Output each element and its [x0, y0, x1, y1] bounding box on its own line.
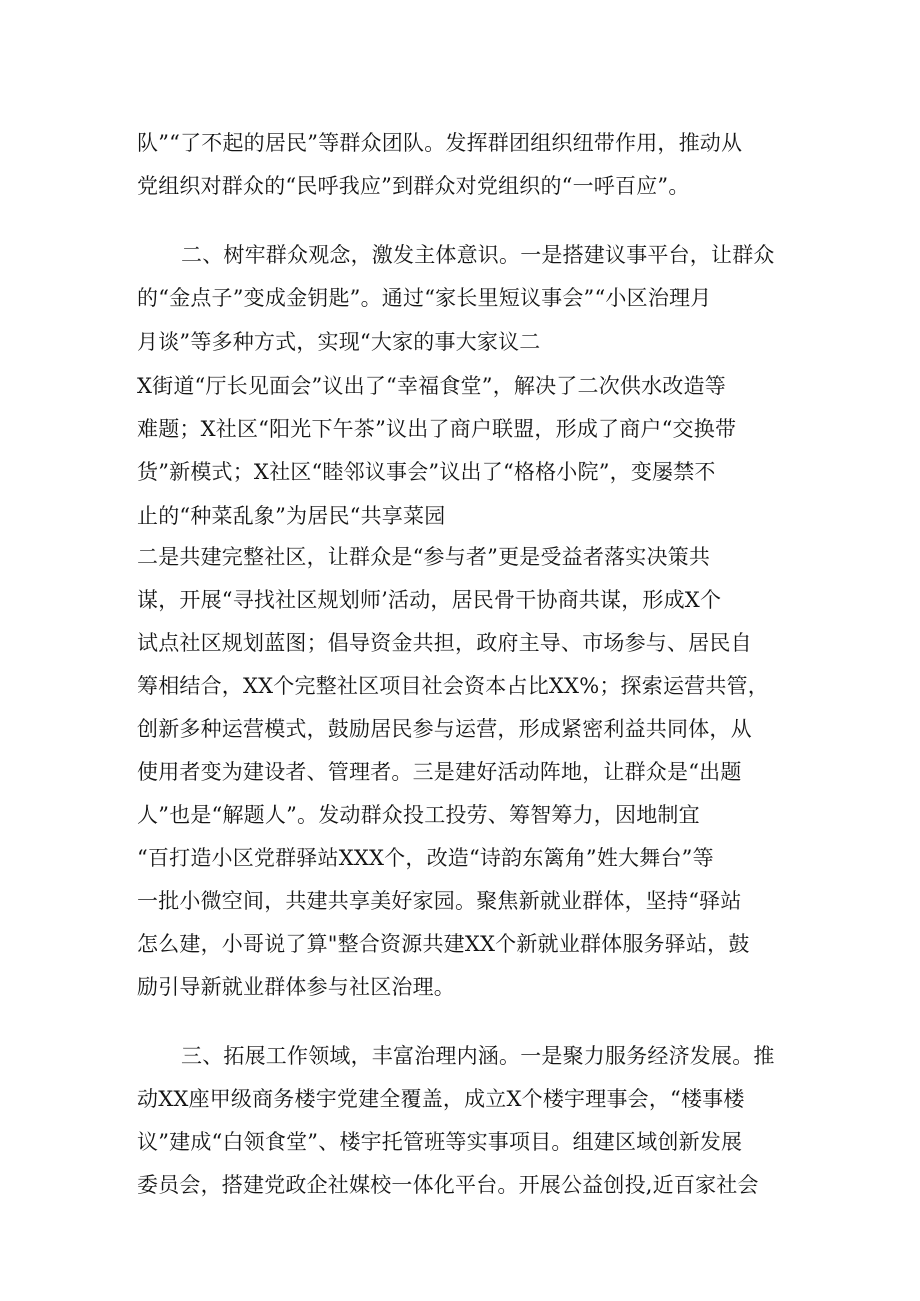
- text-line: 励引导新就业群体参与社区治理。: [137, 975, 455, 999]
- text-line: 创新多种运营模式，鼓励居民参与运营，形成紧密利益共同体，从: [137, 717, 752, 741]
- text-line: “百打造小区党群驿站XXX个，改造“诗韵东篱角”姓大舞台”等: [137, 846, 714, 870]
- text-line: 一批小微空间，共建共享美好家园。聚焦新就业群体，坚持“驿站: [137, 889, 742, 913]
- text-line: 筹相结合，XX个完整社区项目社会资本占比XX%；探索运营共管，: [137, 674, 769, 698]
- text-line: 党组织对群众的“民呼我应”到群众对党组织的“一呼百应”。: [137, 174, 690, 198]
- text-line: 谋，开展“寻找社区规划师’活动，居民骨干协商共谋，形成X个: [137, 588, 722, 612]
- text-line: 委员会，搭建党政企社媒校一体化平台。开展公益创投,近百家社会: [137, 1173, 759, 1197]
- text-line: 月谈”等多种方式，实现“大家的事大家议二: [137, 330, 541, 354]
- section-heading-line: 三、拓展工作领域，丰富治理内涵。一是聚力服务经济发展。推: [181, 1044, 775, 1068]
- section-heading-line: 二、树牢群众观念，激发主体意识。一是搭建议事平台，让群众: [181, 243, 775, 267]
- text-line: 人”也是“解题人”。发动群众投工投劳、筹智筹力，因地制宜: [137, 803, 700, 827]
- text-line: 二是共建完整社区，让群众是“参与者”更是受益者落实决策共: [137, 545, 711, 569]
- text-line: 货”新模式；X社区“睦邻议事会”议出了“格格小院”，变屡禁不: [137, 460, 716, 484]
- text-line: 使用者变为建设者、管理者。三是建好活动阵地，让群众是“出题: [137, 760, 742, 784]
- text-line: 止的“种菜乱象”为居民“共享菜园: [137, 504, 446, 528]
- text-line: 的“金点子”变成金钥匙”。通过“家长里短议事会”“小区治理月: [137, 286, 712, 310]
- text-line: 试点社区规划蓝图；倡导资金共担，政府主导、市场参与、居民自: [137, 631, 752, 655]
- text-line: X街道“厅长见面会”议出了“幸福食堂”，解决了二次供水改造等: [137, 374, 726, 398]
- text-line: 难题；X社区“阳光下午茶”议出了商户联盟，形成了商户“交换带: [137, 417, 737, 441]
- text-line: 议”建成“白领食堂”、楼宇托管班等实事项目。组建区域创新发展: [137, 1130, 743, 1154]
- text-line: 动XX座甲级商务楼宇党建全覆盖，成立X个楼宇理事会，“楼事楼: [137, 1087, 745, 1111]
- text-line: 队”“了不起的居民”等群众团队。发挥群团组织纽带作用，推动从: [137, 131, 743, 155]
- text-line: 怎么建，小哥说了算"整合资源共建XX个新就业群体服务驿站，鼓: [137, 932, 750, 956]
